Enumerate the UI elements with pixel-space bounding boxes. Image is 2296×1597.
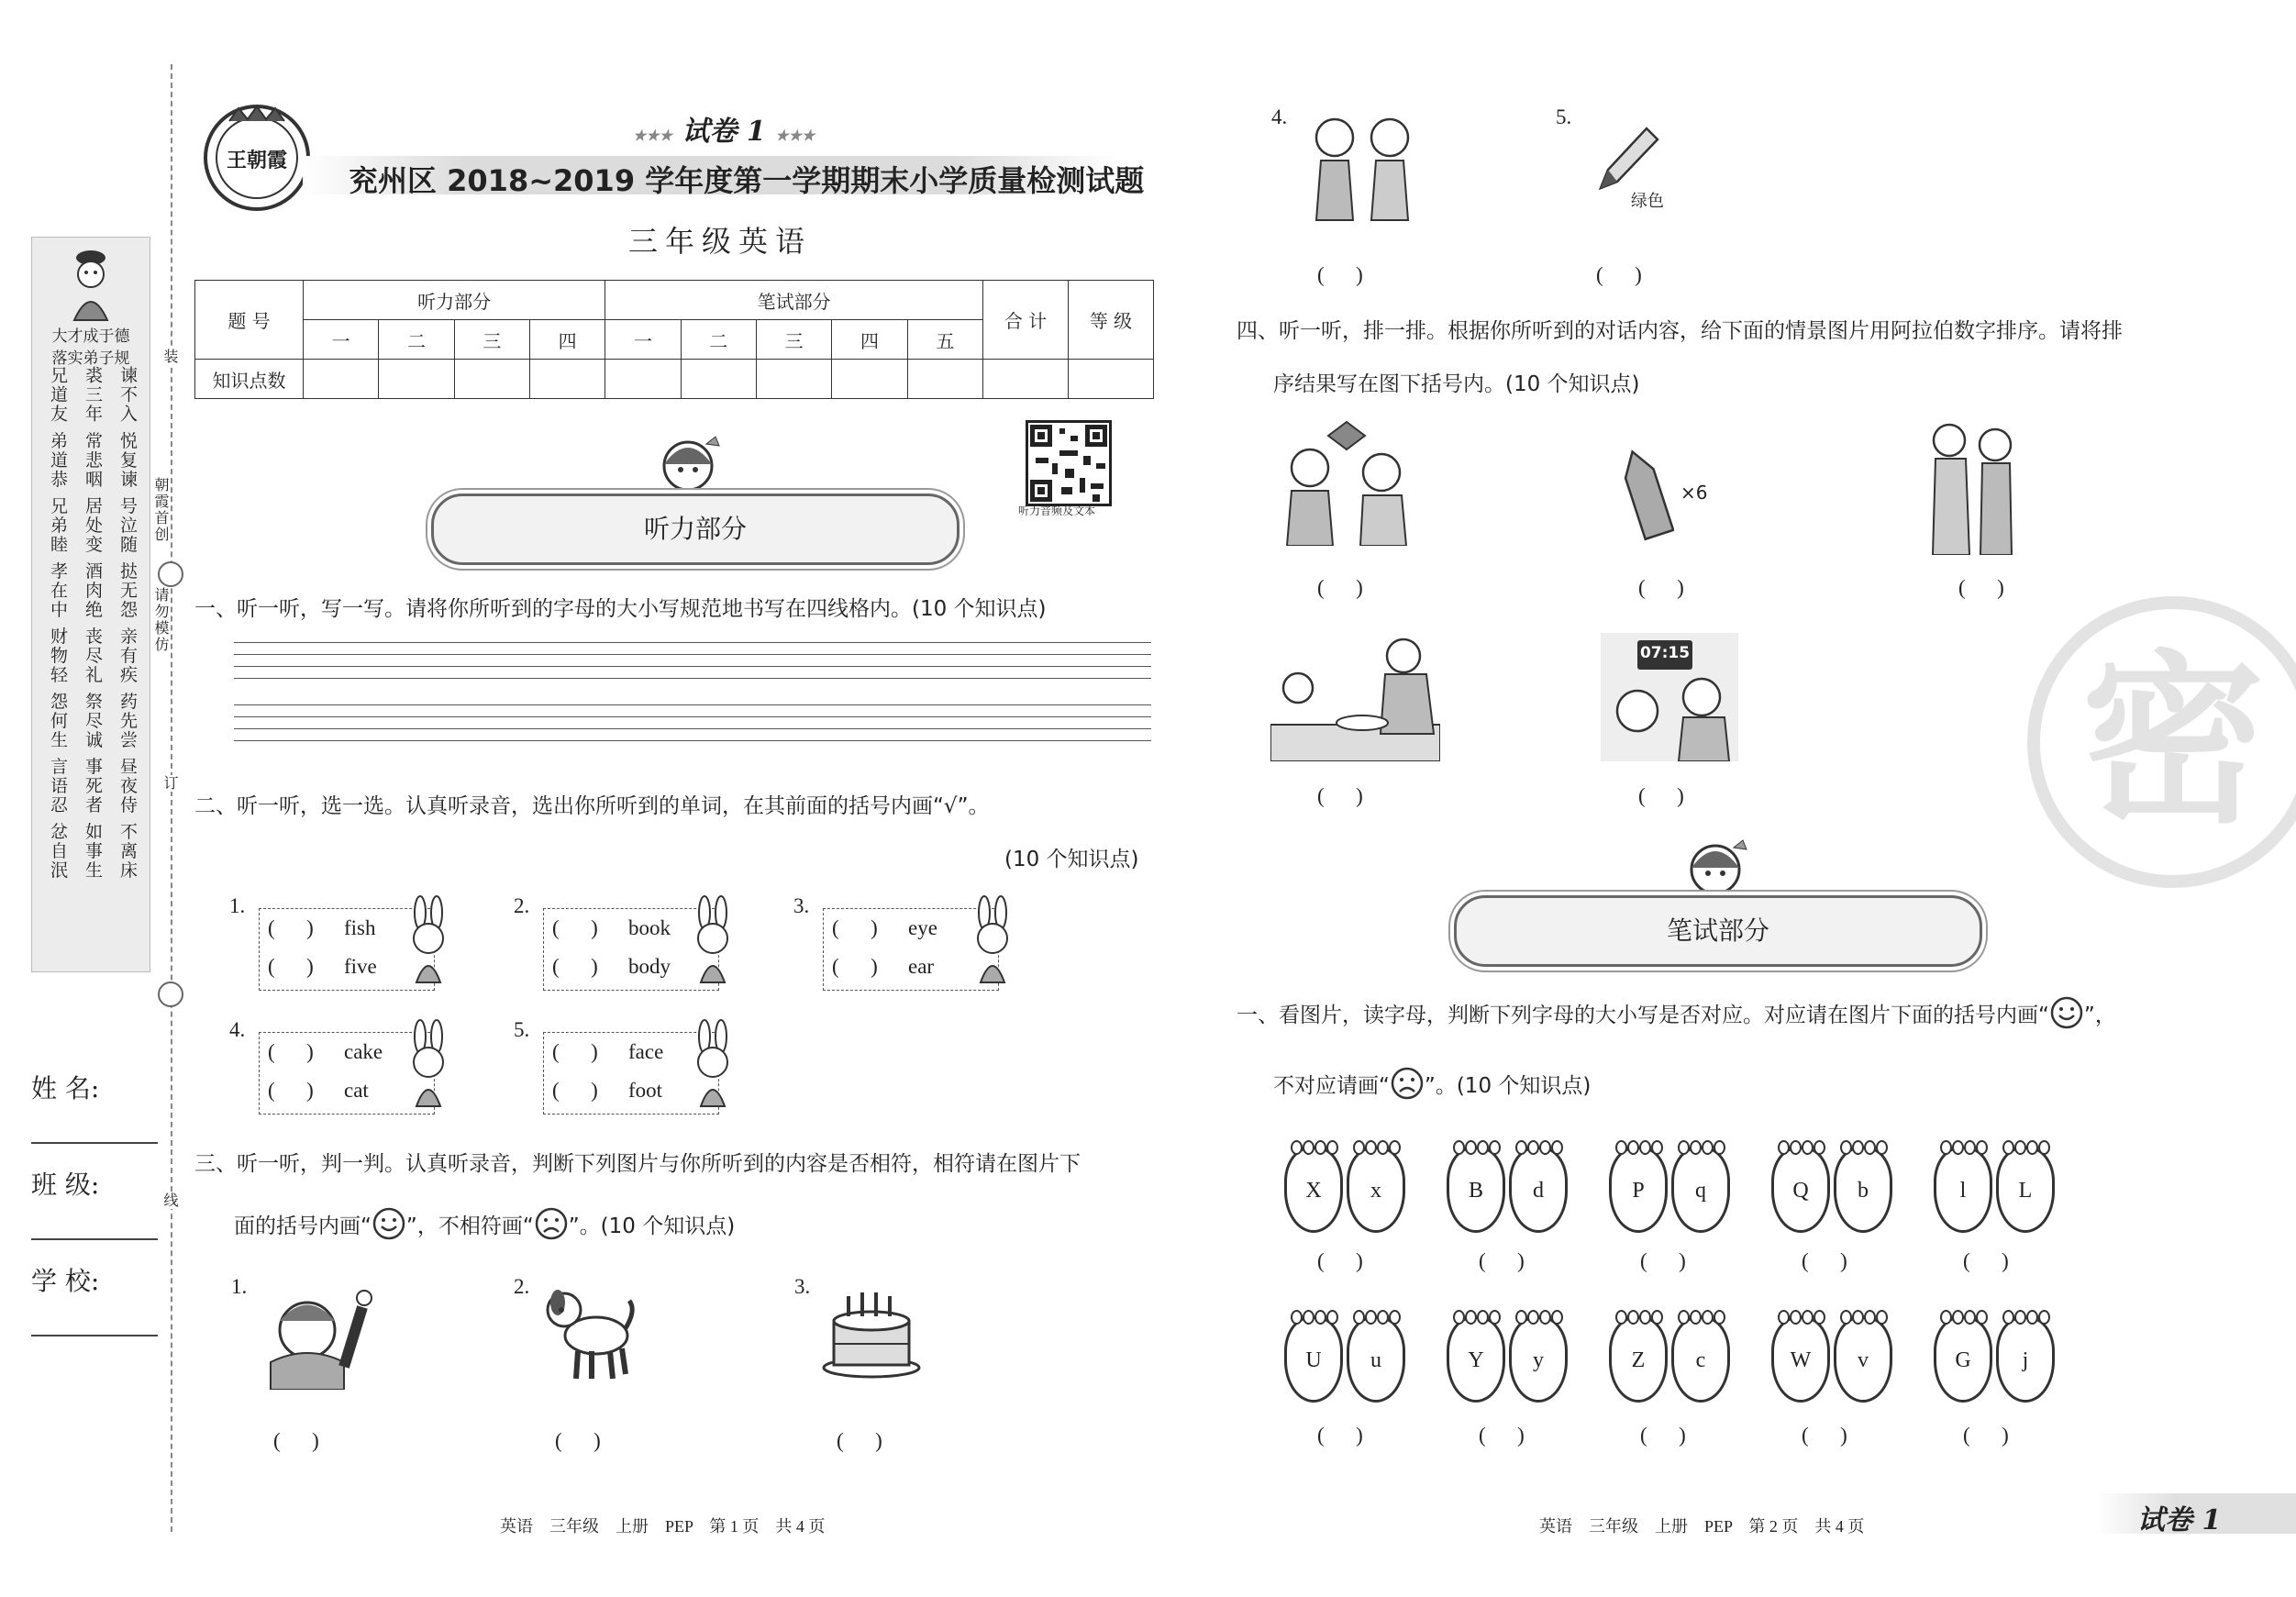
- footprint-pair: [1284, 1316, 1403, 1403]
- writing-section-title: 笔试部分: [1666, 915, 1769, 946]
- answer-bracket[interactable]: ( ): [1317, 1424, 1363, 1447]
- binding-note-1: 装: [161, 349, 179, 365]
- binding-note-3: 线: [161, 1192, 179, 1209]
- score-cell[interactable]: [907, 360, 982, 399]
- choice-word: ear: [908, 955, 935, 978]
- poem-column-3: 谏不入 悦复谏 号泣随 挞无怨 亲有疾 药先尝 昼夜侍 不离床: [117, 366, 138, 881]
- series-label: ★★★ 试卷 1 ★★★: [633, 116, 815, 148]
- binding-line: [171, 64, 172, 1532]
- writing-q1-instruction-line2: 不对应请画“ ”。(10 个知识点): [1273, 1066, 1591, 1101]
- footprint-right: L: [1996, 1147, 2055, 1233]
- answer-bracket[interactable]: ( ): [1802, 1249, 1847, 1272]
- birthday-cake-picture: [821, 1280, 922, 1381]
- footprint-left: B: [1447, 1147, 1505, 1233]
- score-cell[interactable]: [605, 360, 681, 399]
- score-table-header: 合 计: [983, 281, 1069, 360]
- rabbit-icon: [404, 894, 453, 986]
- pencil-picture: [1592, 119, 1665, 193]
- answer-bracket[interactable]: ( ): [1963, 1424, 2009, 1447]
- score-table-col: 一: [605, 320, 681, 360]
- confidential-seal: [2027, 596, 2296, 888]
- footprint-pair: [1609, 1147, 1728, 1234]
- smiley-mark-icon: [158, 561, 183, 587]
- choice-word: book: [628, 916, 671, 939]
- answer-bracket[interactable]: ( ): [1317, 263, 1363, 286]
- school-label: 学 校:: [31, 1266, 100, 1296]
- answer-bracket[interactable]: ( ): [273, 1429, 319, 1452]
- crayon-count: ×6: [1680, 482, 1708, 504]
- pencil-color-label: 绿色: [1631, 192, 1664, 211]
- answer-bracket[interactable]: ( ): [1638, 784, 1684, 807]
- answer-bracket[interactable]: ( ): [268, 955, 314, 978]
- answer-bracket[interactable]: ( ): [1958, 576, 2004, 599]
- footprint-right: b: [1834, 1147, 1892, 1233]
- family-dinner-picture: [1270, 633, 1440, 761]
- footprint-right: y: [1509, 1316, 1568, 1403]
- listening-q4-instruction-line1: 四、听一听，排一排。根据你所听到的对话内容，给下面的情景图片用阿拉伯数字排序。请将排: [1237, 319, 2123, 343]
- footprint-pair: [1447, 1316, 1566, 1403]
- score-table-col: 四: [832, 320, 907, 360]
- footprint-right: d: [1509, 1147, 1568, 1233]
- kids-with-bird-picture: [1273, 417, 1420, 546]
- two-boys-picture: [1922, 417, 2023, 555]
- answer-bracket[interactable]: ( ): [1802, 1424, 1847, 1447]
- listening-q4-instruction-line2: 序结果写在图下括号内。(10 个知识点): [1273, 372, 1640, 396]
- four-line-writing-grid[interactable]: [234, 642, 1151, 752]
- answer-bracket[interactable]: ( ): [1479, 1424, 1525, 1447]
- answer-bracket[interactable]: ( ): [1596, 263, 1642, 286]
- answer-bracket[interactable]: ( ): [552, 1079, 598, 1102]
- star-icon: ★★★: [775, 127, 815, 144]
- footprint-pair: [1771, 1316, 1891, 1403]
- answer-bracket[interactable]: ( ): [552, 1040, 598, 1063]
- name-field[interactable]: [31, 1142, 158, 1144]
- score-cell[interactable]: [983, 360, 1069, 399]
- answer-bracket[interactable]: ( ): [268, 916, 314, 939]
- morning-clock-picture: [1601, 633, 1738, 761]
- choice-word: foot: [628, 1079, 663, 1102]
- choice-word: body: [628, 955, 671, 978]
- answer-bracket[interactable]: ( ): [268, 1040, 314, 1063]
- item-number: 4.: [1271, 105, 1288, 128]
- boy-icon: [63, 247, 118, 322]
- rabbit-icon: [688, 894, 738, 986]
- score-table-col: 五: [907, 320, 982, 360]
- brand-logo-text: 王朝霞: [226, 149, 287, 172]
- item-number: 2.: [514, 1275, 530, 1298]
- answer-bracket[interactable]: ( ): [837, 1429, 882, 1452]
- score-table-row-label: 知识点数: [195, 360, 304, 399]
- answer-bracket[interactable]: ( ): [1638, 576, 1684, 599]
- smiley-face-icon: [372, 1206, 406, 1241]
- class-label: 班 级:: [31, 1170, 100, 1200]
- listening-q1-instruction: 一、听一听，写一写。请将你所听到的字母的大小写规范地书写在四线格内。(10 个知识点): [194, 597, 1047, 621]
- item-number: 5.: [1556, 105, 1572, 128]
- score-cell[interactable]: [379, 360, 454, 399]
- choice-word: cat: [344, 1079, 369, 1102]
- answer-bracket[interactable]: ( ): [1640, 1249, 1686, 1272]
- score-table-col: 三: [756, 320, 831, 360]
- score-cell[interactable]: [756, 360, 831, 399]
- item-number: 3.: [794, 1275, 811, 1298]
- writing-q1-instruction-line1: 一、看图片，读字母，判断下列字母的大小写是否对应。对应请在图片下面的括号内画“ ”，: [1237, 995, 2116, 1030]
- listening-q3-instruction-line1: 三、听一听，判一判。认真听录音，判断下列图片与你所听到的内容是否相符，相符请在图片下: [194, 1152, 1081, 1176]
- poem-column-2: 裘三年 常悲咽 居处变 酒肉绝 丧尽礼 祭尽诚 事死者 如事生: [83, 366, 103, 881]
- item-number: 3.: [793, 894, 810, 917]
- footprint-left: U: [1284, 1316, 1343, 1403]
- item-number: 1.: [229, 894, 246, 917]
- qr-caption: 听力音频及文本: [1018, 505, 1096, 517]
- poem-panel: [31, 237, 150, 972]
- listening-q2-instruction: 二、听一听，选一选。认真听录音，选出你所听到的单词，在其前面的括号内画“√”。: [194, 794, 990, 818]
- score-table-col: 二: [379, 320, 454, 360]
- school-field[interactable]: [31, 1335, 158, 1336]
- page-footer-left: 英语 三年级 上册 PEP 第 1 页 共 4 页: [500, 1517, 826, 1536]
- footprint-right: q: [1671, 1147, 1730, 1233]
- clock-time: 07:15: [1639, 644, 1691, 662]
- score-cell[interactable]: [1069, 360, 1154, 399]
- score-cell[interactable]: [681, 360, 756, 399]
- footprint-pair: [1771, 1147, 1891, 1234]
- writing-section-header: [1454, 895, 1982, 967]
- answer-bracket[interactable]: ( ): [268, 1079, 314, 1102]
- choice-word: fish: [344, 916, 376, 939]
- choice-word: eye: [908, 916, 937, 939]
- footer-series-label: 试卷 1: [2137, 1504, 2222, 1536]
- footprint-left: l: [1934, 1147, 1992, 1233]
- score-table-header: 等 级: [1069, 281, 1154, 360]
- copyright-note-2: 请勿模仿: [152, 587, 170, 653]
- answer-bracket[interactable]: ( ): [1317, 784, 1363, 807]
- score-table: [194, 280, 1154, 399]
- poem-column-1: 兄道友 弟道恭 兄弟睦 孝在中 财物轻 怨何生 言语忍 忿自泯: [48, 366, 68, 881]
- footprint-pair: [1447, 1147, 1566, 1234]
- sad-face-icon: [1390, 1066, 1425, 1101]
- answer-bracket[interactable]: ( ): [1963, 1249, 2009, 1272]
- footprint-right: v: [1834, 1316, 1892, 1403]
- footprint-left: X: [1284, 1147, 1343, 1233]
- seal-char: 密: [2080, 635, 2265, 848]
- girl-mascot-icon: [1679, 835, 1752, 899]
- motto: 大才成于德 落实弟子规: [51, 327, 130, 368]
- qr-code-icon[interactable]: [1026, 420, 1112, 506]
- answer-bracket[interactable]: ( ): [1317, 576, 1363, 599]
- score-table-col: 二: [681, 320, 756, 360]
- footprint-pair: [1609, 1316, 1728, 1403]
- page-footer-right: 英语 三年级 上册 PEP 第 2 页 共 4 页: [1539, 1517, 1865, 1536]
- choice-word: cake: [344, 1040, 383, 1063]
- footprint-right: u: [1347, 1316, 1405, 1403]
- footprint-left: Z: [1609, 1316, 1668, 1403]
- score-table-header: 题 号: [195, 281, 304, 360]
- score-table-header: 听力部分: [304, 281, 605, 320]
- rabbit-icon: [968, 894, 1017, 986]
- footprint-right: j: [1996, 1316, 2055, 1403]
- footprint-pair: [1934, 1147, 2053, 1234]
- footprint-pair: [1934, 1316, 2053, 1403]
- rabbit-icon: [688, 1018, 738, 1110]
- item-number: 2.: [514, 894, 530, 917]
- rabbit-icon: [404, 1018, 453, 1110]
- footprint-left: P: [1609, 1147, 1668, 1233]
- crayon-picture: [1619, 449, 1674, 541]
- footprint-left: Q: [1771, 1147, 1830, 1233]
- binding-note-2: 订: [161, 775, 179, 792]
- listening-q3-instruction-line2: 面的括号内画“ ”，不相符画“ ”。(10 个知识点): [234, 1206, 735, 1241]
- smiley-face-icon: [2049, 995, 2084, 1030]
- answer-bracket[interactable]: ( ): [832, 916, 878, 939]
- name-label: 姓 名:: [31, 1073, 100, 1103]
- item-number: 5.: [514, 1018, 530, 1041]
- score-table-col: 一: [304, 320, 379, 360]
- footprint-pair: [1284, 1147, 1403, 1234]
- footprint-right: c: [1671, 1316, 1730, 1403]
- dog-picture: [541, 1282, 638, 1383]
- answer-bracket[interactable]: ( ): [552, 955, 598, 978]
- listening-section-title: 听力部分: [643, 514, 747, 544]
- listening-q2-points: (10 个知识点): [1004, 848, 1139, 871]
- score-cell[interactable]: [529, 360, 605, 399]
- girl-mascot-icon: [651, 431, 725, 495]
- score-cell[interactable]: [304, 360, 379, 399]
- answer-bracket[interactable]: ( ): [1317, 1249, 1363, 1272]
- answer-bracket[interactable]: ( ): [832, 955, 878, 978]
- item-number: 1.: [231, 1275, 248, 1298]
- footprint-left: Y: [1447, 1316, 1505, 1403]
- score-table-col: 四: [529, 320, 605, 360]
- answer-bracket[interactable]: ( ): [552, 916, 598, 939]
- exam-title: 兖州区 2018~2019 学年度第一学期期末小学质量检测试题: [349, 163, 1145, 198]
- class-field[interactable]: [31, 1238, 158, 1240]
- two-girls-picture: [1298, 110, 1426, 229]
- copyright-note-1: 朝霞首创: [152, 477, 170, 543]
- star-icon: ★★★: [633, 127, 673, 144]
- score-cell[interactable]: [832, 360, 907, 399]
- score-cell[interactable]: [454, 360, 529, 399]
- item-number: 4.: [229, 1018, 246, 1041]
- smiley-mark-icon: [158, 981, 183, 1007]
- boy-raising-hand-picture: [261, 1280, 385, 1390]
- answer-bracket[interactable]: ( ): [555, 1429, 601, 1452]
- footprint-left: W: [1771, 1316, 1830, 1403]
- listening-section-header: [431, 494, 959, 565]
- answer-bracket[interactable]: ( ): [1640, 1424, 1686, 1447]
- choice-word: face: [628, 1040, 664, 1063]
- footprint-right: x: [1347, 1147, 1405, 1233]
- brand-logo: [202, 103, 312, 213]
- answer-bracket[interactable]: ( ): [1479, 1249, 1525, 1272]
- score-table-col: 三: [454, 320, 529, 360]
- score-table-header: 笔试部分: [605, 281, 983, 320]
- exam-subtitle: 三年级英语: [628, 224, 813, 259]
- footprint-left: G: [1934, 1316, 1992, 1403]
- choice-word: five: [344, 955, 377, 978]
- sad-face-icon: [534, 1206, 569, 1241]
